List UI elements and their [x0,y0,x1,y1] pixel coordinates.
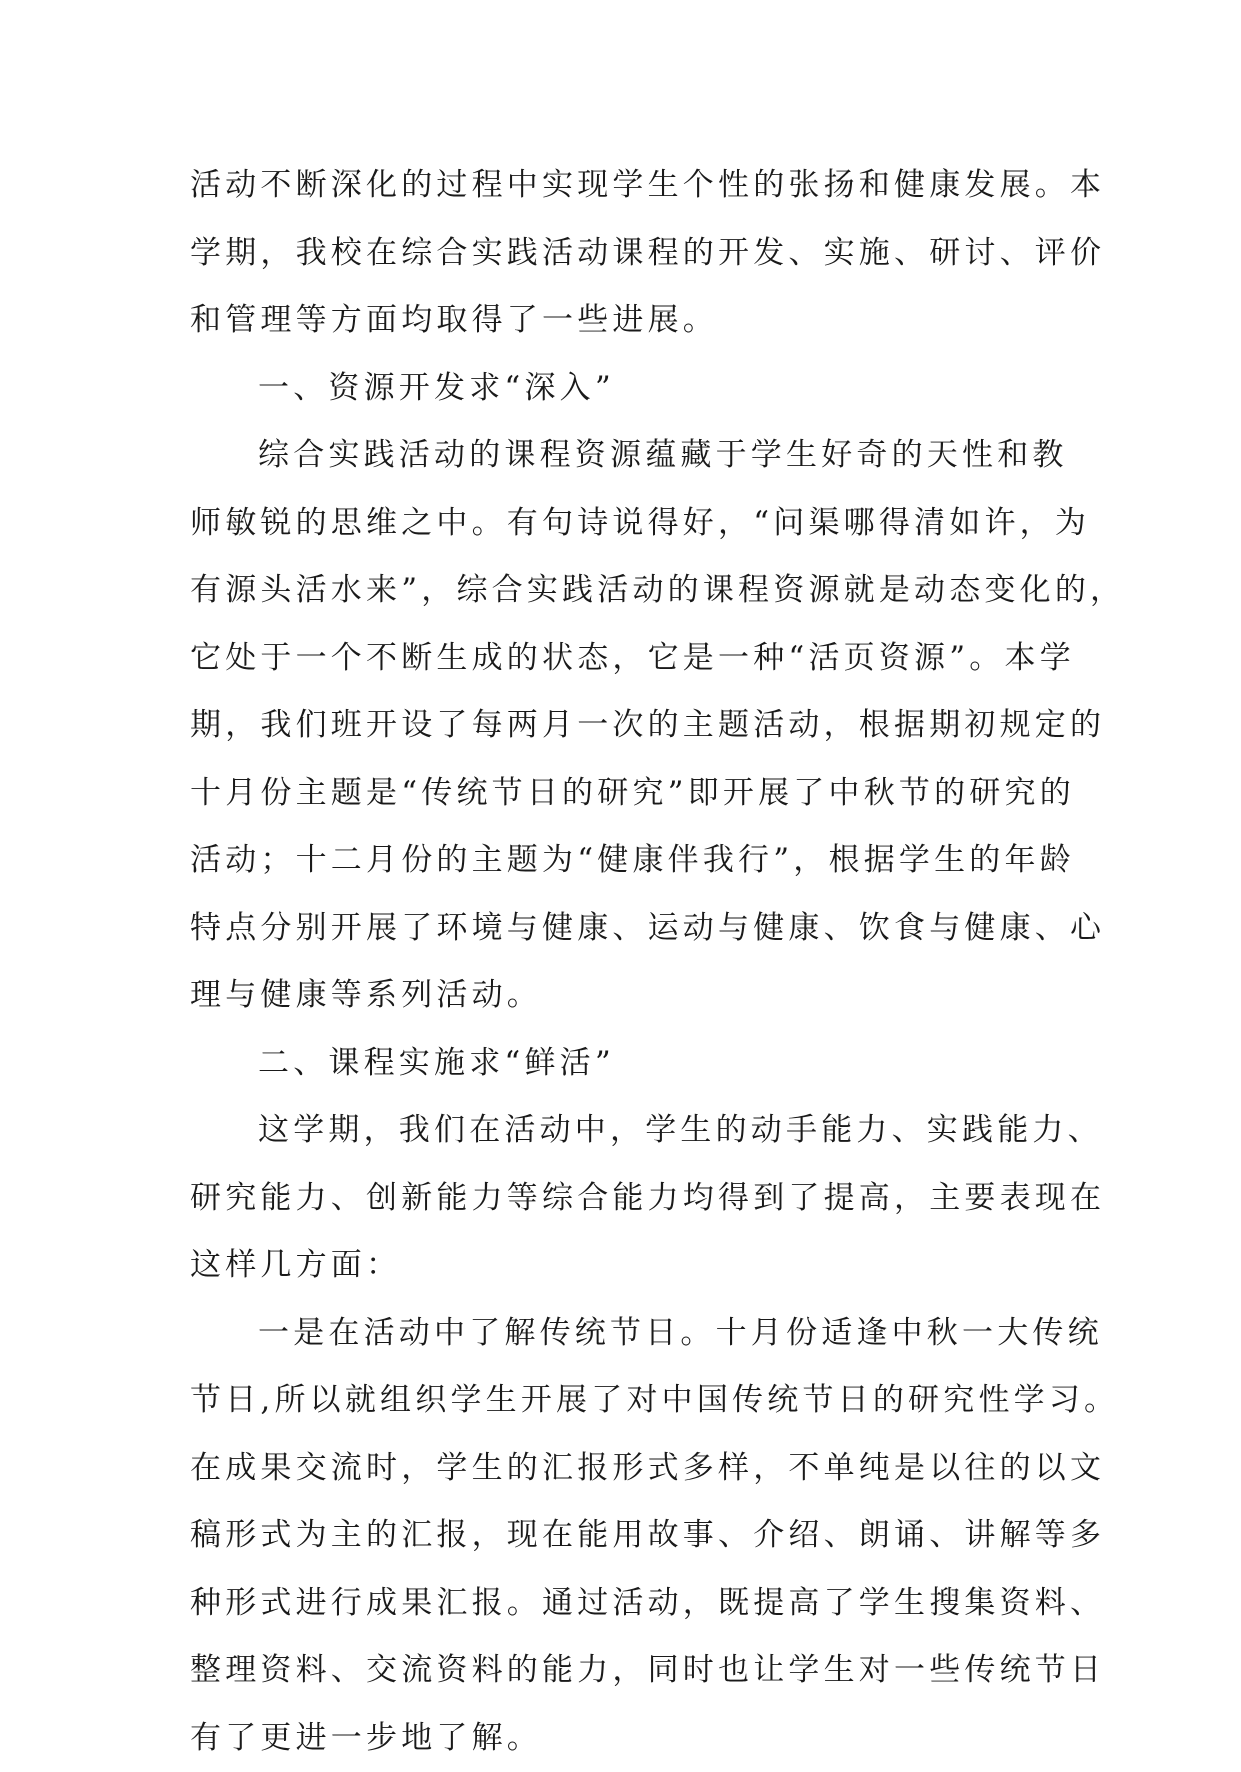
text-line: 学期，我校在综合实践活动课程的开发、实施、研讨、评价 [190,220,1060,288]
text-line: 在成果交流时，学生的汇报形式多样，不单纯是以往的以文 [190,1435,1060,1503]
section-heading: 二、课程实施求“鲜活” [190,1030,1060,1098]
text-line: 师敏锐的思维之中。有句诗说得好，“问渠哪得清如许，为 [190,490,1060,558]
text-line: 综合实践活动的课程资源蕴藏于学生好奇的天性和教 [190,422,1060,490]
document-body [190,152,1060,1772]
text-line: 这样几方面： [190,1232,1060,1300]
text-line: 有了更进一步地了解。 [190,1705,1060,1772]
text-line: 特点分别开展了环境与健康、运动与健康、饮食与健康、心 [190,895,1060,963]
text-line: 活动不断深化的过程中实现学生个性的张扬和健康发展。本 [190,152,1060,220]
text-line: 种形式进行成果汇报。通过活动，既提高了学生搜集资料、 [190,1570,1060,1638]
text-line: 稿形式为主的汇报，现在能用故事、介绍、朗诵、讲解等多 [190,1502,1060,1570]
text-line: 研究能力、创新能力等综合能力均得到了提高，主要表现在 [190,1165,1060,1233]
text-line: 一是在活动中了解传统节日。十月份适逢中秋一大传统 [190,1300,1060,1368]
text-line: 这学期，我们在活动中，学生的动手能力、实践能力、 [190,1097,1060,1165]
text-line: 有源头活水来”，综合实践活动的课程资源就是动态变化的， [190,557,1060,625]
text-line: 它处于一个不断生成的状态，它是一种“活页资源”。本学 [190,625,1060,693]
text-line: 活动；十二月份的主题为“健康伴我行”，根据学生的年龄 [190,827,1060,895]
text-line: 理与健康等系列活动。 [190,962,1060,1030]
text-line: 整理资料、交流资料的能力，同时也让学生对一些传统节日 [190,1637,1060,1705]
text-line: 和管理等方面均取得了一些进展。 [190,287,1060,355]
text-line: 十月份主题是“传统节日的研究”即开展了中秋节的研究的 [190,760,1060,828]
text-line: 节日,所以就组织学生开展了对中国传统节日的研究性学习。 [190,1367,1060,1435]
section-heading: 一、资源开发求“深入” [190,355,1060,423]
text-line: 期，我们班开设了每两月一次的主题活动，根据期初规定的 [190,692,1060,760]
